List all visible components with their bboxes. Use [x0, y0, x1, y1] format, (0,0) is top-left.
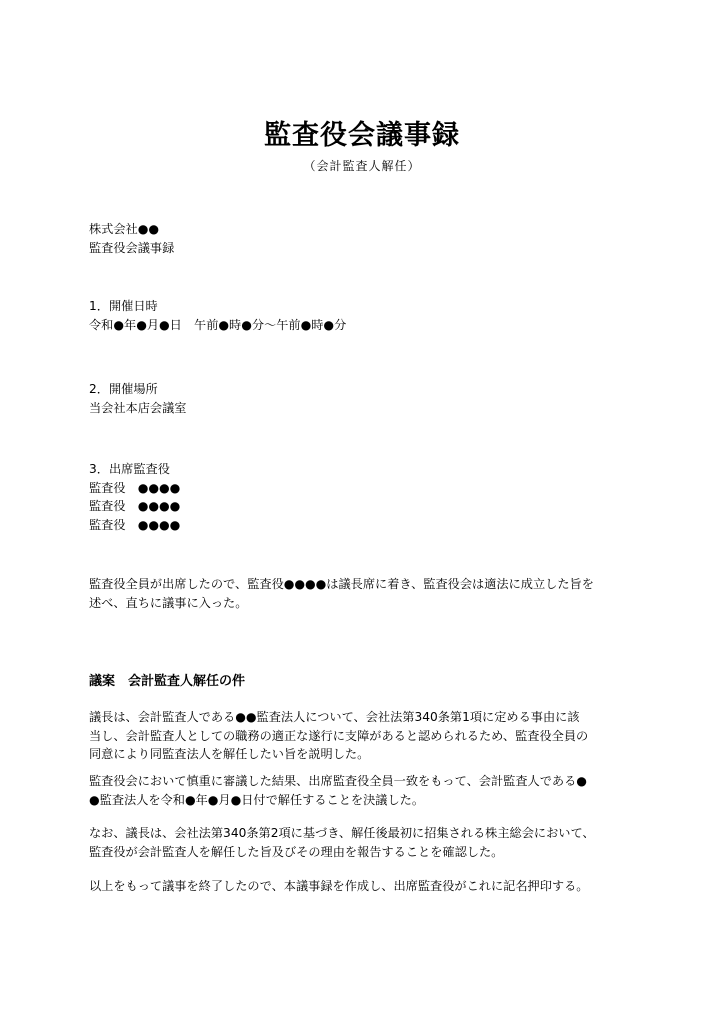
attendee-line: 監査役 ●●●●	[89, 517, 181, 532]
section-heading: 1．開催日時	[89, 299, 158, 313]
paragraph-line: ●監査法人を令和●年●月●日付で解任することを決議した。	[89, 792, 425, 807]
section-heading: 3．出席監査役	[89, 462, 170, 476]
company-block	[89, 220, 649, 257]
attendee-line: 監査役 ●●●●	[89, 480, 181, 495]
paragraph-line: 監査役会において慎重に審議した結果、出席監査役全員一致をもって、会計監査人である●	[89, 774, 587, 788]
agenda-paragraph-3	[89, 824, 649, 861]
section-content: 令和●年●月●日 午前●時●分～午前●時●分	[89, 317, 347, 332]
section-datetime	[89, 297, 649, 334]
opening-paragraph	[89, 575, 649, 612]
section-heading: 2．開催場所	[89, 382, 158, 396]
paragraph-line: 同意により同監査法人を解任したい旨を説明した。	[89, 747, 370, 761]
agenda-paragraph-2	[89, 772, 649, 809]
closing-paragraph	[89, 877, 649, 896]
paragraph-line: 述べ、直ちに議事に入った。	[89, 595, 248, 610]
company-name: 株式会社●●	[89, 222, 160, 236]
paragraph-line: 監査役全員が出席したので、監査役●●●●は議長席に着き、監査役会は適法に成立した旨を	[89, 577, 594, 591]
agenda-paragraph-1	[89, 708, 649, 764]
attendee-line: 監査役 ●●●●	[89, 499, 181, 513]
section-location	[89, 380, 649, 417]
document-title: 監査役会議事録	[264, 120, 460, 151]
paragraph-line: なお、議長は、会社法第340条第2項に基づき、解任後最初に招集される株主総会において、	[89, 826, 595, 840]
paragraph-line: 当し、会計監査人としての職務の適正な遂行に支障があると認められるため、監査役全員の	[89, 728, 589, 743]
paragraph-line: 以上をもって議事を終了したので、本議事録を作成し、出席監査役がこれに記名押印する。	[89, 879, 589, 893]
paragraph-line: 監査役が会計監査人を解任した旨及びその理由を報告することを確認した。	[89, 844, 504, 859]
section-content: 当会社本店会議室	[89, 400, 187, 415]
document-subtitle: （会計監査人解任）	[303, 159, 421, 173]
doc-name: 監査役会議事録	[89, 240, 175, 255]
paragraph-line: 議長は、会計監査人である●●監査法人について、会社法第340条第1項に定める事由に該	[89, 710, 580, 724]
agenda-heading: 議案 会計監査人解任の件	[89, 674, 246, 689]
section-attendees	[89, 460, 649, 534]
